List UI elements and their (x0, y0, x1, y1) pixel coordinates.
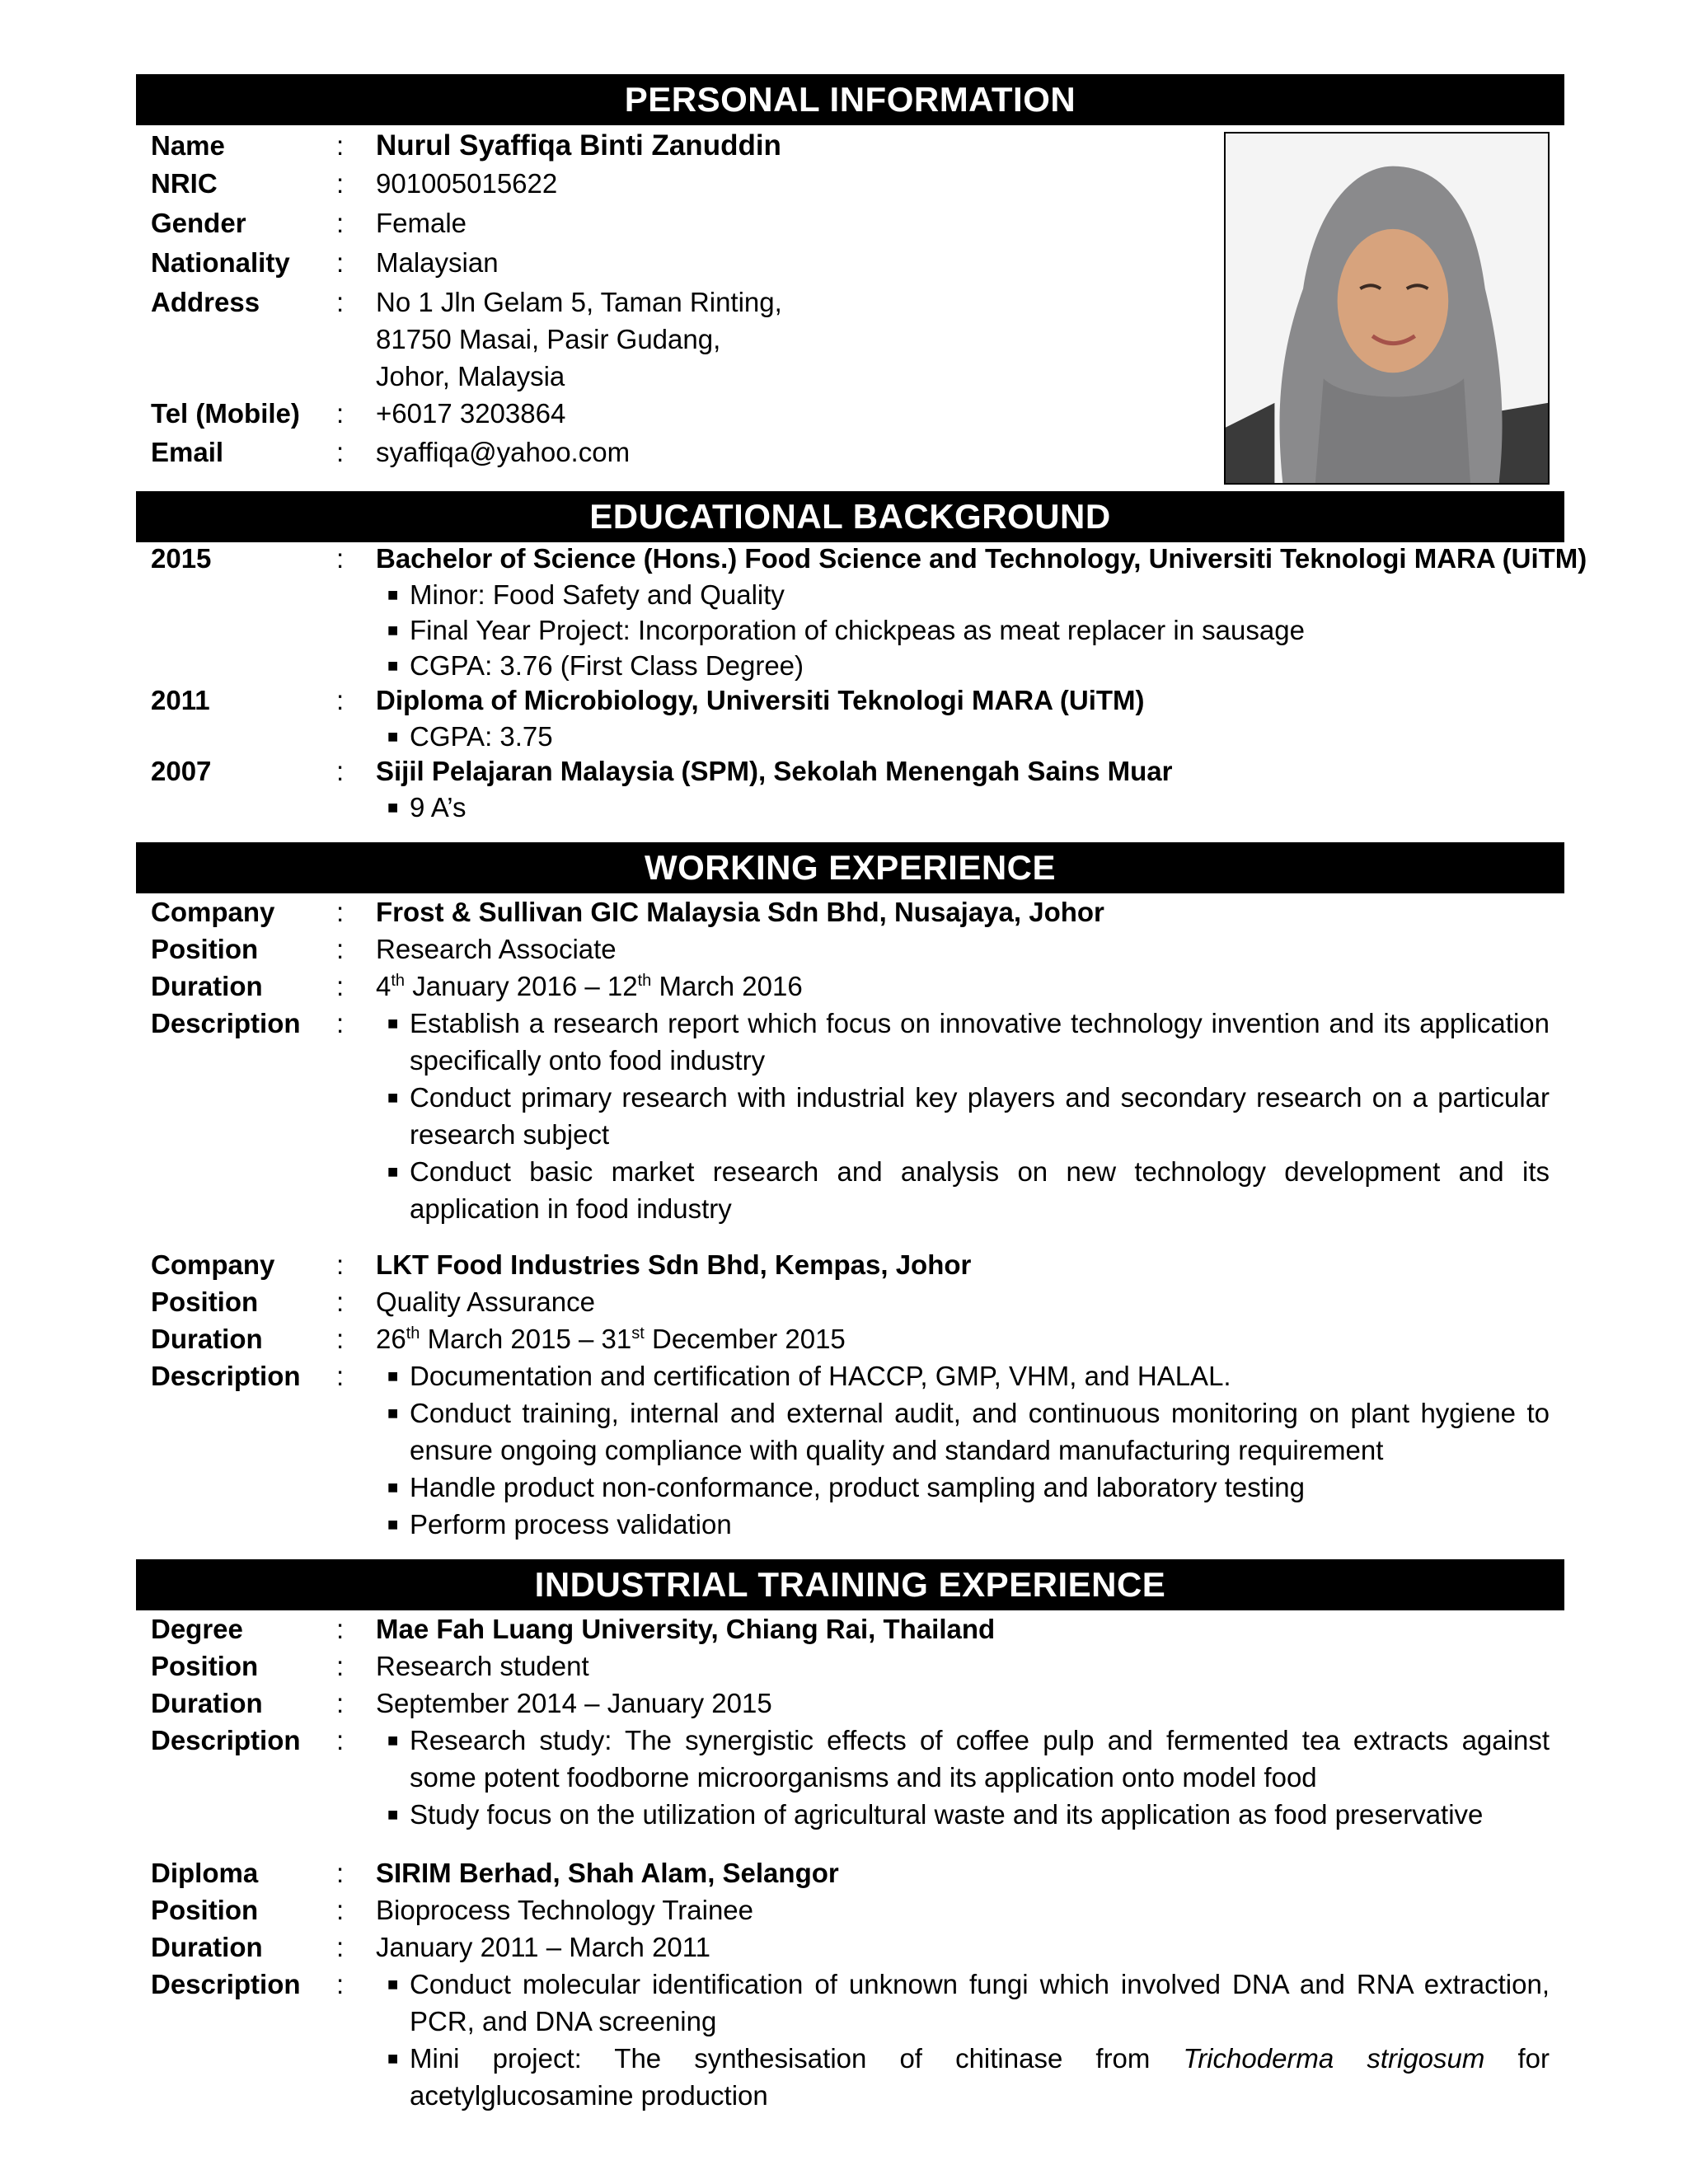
bullet-square-icon: ■ (387, 1804, 399, 1825)
mini-project-text: Mini project: The synthesisation of chitinase from (410, 2043, 1184, 2074)
profile-photo (1224, 132, 1550, 485)
date-suffix: st (631, 1324, 645, 1343)
duration-value: September 2014 – January 2015 (376, 1688, 772, 1718)
company-value: Frost & Sullivan GIC Malaysia Sdn Bhd, Nusajaya, Johor (376, 897, 1104, 927)
bullet-text: Study focus on the utilization of agricultural waste and its application as food preservative (410, 1799, 1484, 1830)
colon: : (336, 1249, 345, 1280)
tel-value: +6017 3203864 (376, 398, 566, 429)
colon: : (336, 897, 345, 927)
training-org-value: Mae Fah Luang University, Chiang Rai, Thailand (376, 1614, 996, 1644)
colon: : (336, 208, 345, 238)
bullet-text: CGPA: 3.76 (First Class Degree) (410, 650, 804, 681)
colon: : (336, 1651, 345, 1681)
mini-project-text: for acetylglucosamine production (410, 2043, 1550, 2111)
education-year: 2007 (151, 756, 212, 786)
colon: : (336, 756, 345, 786)
description-bullet (387, 1079, 1550, 1153)
email-value: syaffiqa@yahoo.com (376, 437, 631, 467)
position-label: Position (151, 1286, 259, 1317)
bullet-square-icon: ■ (387, 1403, 399, 1423)
bullet-text: Conduct training, internal and external audit, and continuous monitoring on plant hygiene to ensure ongoing compliance with quality and standard manufacturing requirement (410, 1398, 1550, 1465)
description-bullet (387, 1506, 1550, 1543)
colon: : (336, 437, 345, 467)
section-header-training: INDUSTRIAL TRAINING EXPERIENCE (136, 1559, 1564, 1610)
date-part: March 2015 – 31 (420, 1324, 632, 1354)
bullet-text: Final Year Project: Incorporation of chickpeas as meat replacer in sausage (410, 615, 1305, 645)
bullet-text: Documentation and certification of HACCP, GMP, VHM, and HALAL. (410, 1361, 1231, 1391)
duration-value (376, 970, 803, 1003)
bullet-square-icon: ■ (387, 1477, 399, 1497)
colon: : (336, 1361, 345, 1391)
colon: : (336, 130, 345, 161)
description-bullet (387, 1966, 1550, 2040)
bullet-text: Handle product non-conformance, product sampling and laboratory testing (410, 1472, 1305, 1502)
address-line-2: 81750 Masai, Pasir Gudang, (376, 324, 721, 354)
nric-label: NRIC (151, 168, 218, 199)
gender-label: Gender (151, 208, 246, 238)
bullet-text: Perform process validation (410, 1509, 732, 1540)
colon: : (336, 1969, 345, 1999)
colon: : (336, 685, 345, 715)
company-value: LKT Food Industries Sdn Bhd, Kempas, Johor (376, 1249, 972, 1280)
bullet-square-icon: ■ (387, 797, 399, 818)
date-part: March 2016 (651, 971, 803, 1001)
description-bullet (387, 1796, 1550, 1833)
colon: : (336, 1324, 345, 1354)
bullet-square-icon: ■ (387, 2048, 399, 2069)
company-label: Company (151, 1249, 275, 1280)
position-value: Research student (376, 1651, 589, 1681)
bullet-text: Research study: The synergistic effects of coffee pulp and fermented tea extracts against some potent foodborne microorganisms and its application onto model food (410, 1725, 1550, 1793)
bullet-square-icon: ■ (387, 655, 399, 676)
bullet-text (410, 2040, 1550, 2114)
section-header-education: EDUCATIONAL BACKGROUND (136, 491, 1564, 542)
training-type-label: Diploma (151, 1858, 259, 1888)
section-header-work: WORKING EXPERIENCE (136, 842, 1564, 893)
name-value: Nurul Syaffiqa Binti Zanuddin (376, 129, 781, 162)
position-value: Quality Assurance (376, 1286, 595, 1317)
description-bullet (387, 1005, 1550, 1079)
description-label: Description (151, 1361, 301, 1391)
bullet-text: Conduct primary research with industrial key players and secondary research on a particular research subject (410, 1082, 1550, 1150)
position-label: Position (151, 1895, 259, 1925)
bullet-square-icon: ■ (387, 1161, 399, 1182)
nric-value: 901005015622 (376, 168, 558, 199)
nationality-value: Malaysian (376, 247, 499, 278)
name-label: Name (151, 130, 225, 161)
description-bullet (387, 1722, 1550, 1796)
duration-label: Duration (151, 1324, 263, 1354)
description-bullet (387, 1469, 1550, 1506)
bullet-square-icon: ■ (387, 620, 399, 640)
tel-label: Tel (Mobile) (151, 398, 300, 429)
address-line-1: No 1 Jln Gelam 5, Taman Rinting, (376, 287, 782, 317)
colon: : (336, 1614, 345, 1644)
description-label: Description (151, 1969, 301, 1999)
education-title: Sijil Pelajaran Malaysia (SPM), Sekolah Menengah Sains Muar (376, 756, 1173, 786)
species-name: Trichoderma strigosum (1183, 2043, 1485, 2074)
bullet-text: Establish a research report which focus on innovative technology invention and its application specifically onto food industry (410, 1008, 1550, 1076)
date-part: January 2016 – 12 (405, 971, 638, 1001)
bullet-square-icon: ■ (387, 1974, 399, 1994)
position-label: Position (151, 1651, 259, 1681)
bullet-square-icon: ■ (387, 1013, 399, 1033)
duration-value: January 2011 – March 2011 (376, 1932, 711, 1962)
date-suffix: th (406, 1324, 420, 1343)
bullet-square-icon: ■ (387, 726, 399, 747)
training-type-label: Degree (151, 1614, 243, 1644)
colon: : (336, 934, 345, 964)
duration-value (376, 1323, 846, 1356)
company-label: Company (151, 897, 275, 927)
description-bullet (387, 1153, 1550, 1227)
duration-label: Duration (151, 971, 263, 1001)
description-label: Description (151, 1008, 301, 1038)
colon: : (336, 1008, 345, 1038)
bullet-text: Conduct molecular identification of unknown fungi which involved DNA and RNA extraction, PCR, and DNA screening (410, 1969, 1550, 2036)
email-label: Email (151, 437, 224, 467)
position-value: Research Associate (376, 934, 617, 964)
colon: : (336, 398, 345, 429)
education-year: 2015 (151, 543, 212, 574)
date-part: December 2015 (644, 1324, 846, 1354)
colon: : (336, 543, 345, 574)
bullet-text: 9 A’s (410, 792, 467, 823)
date-part: 4 (376, 971, 392, 1001)
address-line-3: Johor, Malaysia (376, 361, 565, 391)
description-bullet (387, 2040, 1550, 2114)
position-label: Position (151, 934, 259, 964)
date-suffix: th (391, 972, 406, 990)
description-bullet (387, 1357, 1550, 1394)
description-bullet (387, 1394, 1550, 1469)
section-header-personal: PERSONAL INFORMATION (136, 74, 1564, 125)
colon: : (336, 1858, 345, 1888)
duration-label: Duration (151, 1688, 263, 1718)
colon: : (336, 1725, 345, 1755)
training-org-value: SIRIM Berhad, Shah Alam, Selangor (376, 1858, 839, 1888)
colon: : (336, 168, 345, 199)
gender-value: Female (376, 208, 467, 238)
date-suffix: th (637, 972, 652, 990)
colon: : (336, 1286, 345, 1317)
address-label: Address (151, 287, 260, 317)
bullet-text: CGPA: 3.75 (410, 721, 553, 752)
bullet-square-icon: ■ (387, 1366, 399, 1386)
duration-label: Duration (151, 1932, 263, 1962)
colon: : (336, 1688, 345, 1718)
education-year: 2011 (151, 685, 210, 715)
position-value: Bioprocess Technology Trainee (376, 1895, 754, 1925)
bullet-text: Conduct basic market research and analysis on new technology development and its application in food industry (410, 1156, 1550, 1224)
education-title: Bachelor of Science (Hons.) Food Science and Technology, Universiti Teknologi MARA (UiTM) (376, 543, 1587, 574)
bullet-square-icon: ■ (387, 1514, 399, 1535)
description-label: Description (151, 1725, 301, 1755)
nationality-label: Nationality (151, 247, 290, 278)
colon: : (336, 1895, 345, 1925)
bullet-square-icon: ■ (387, 584, 399, 605)
bullet-square-icon: ■ (387, 1087, 399, 1108)
date-part: 26 (376, 1324, 406, 1354)
colon: : (336, 971, 345, 1001)
colon: : (336, 247, 345, 278)
bullet-square-icon: ■ (387, 1730, 399, 1750)
colon: : (336, 287, 345, 317)
education-title: Diploma of Microbiology, Universiti Teknologi MARA (UiTM) (376, 685, 1145, 715)
colon: : (336, 1932, 345, 1962)
bullet-text: Minor: Food Safety and Quality (410, 579, 785, 610)
